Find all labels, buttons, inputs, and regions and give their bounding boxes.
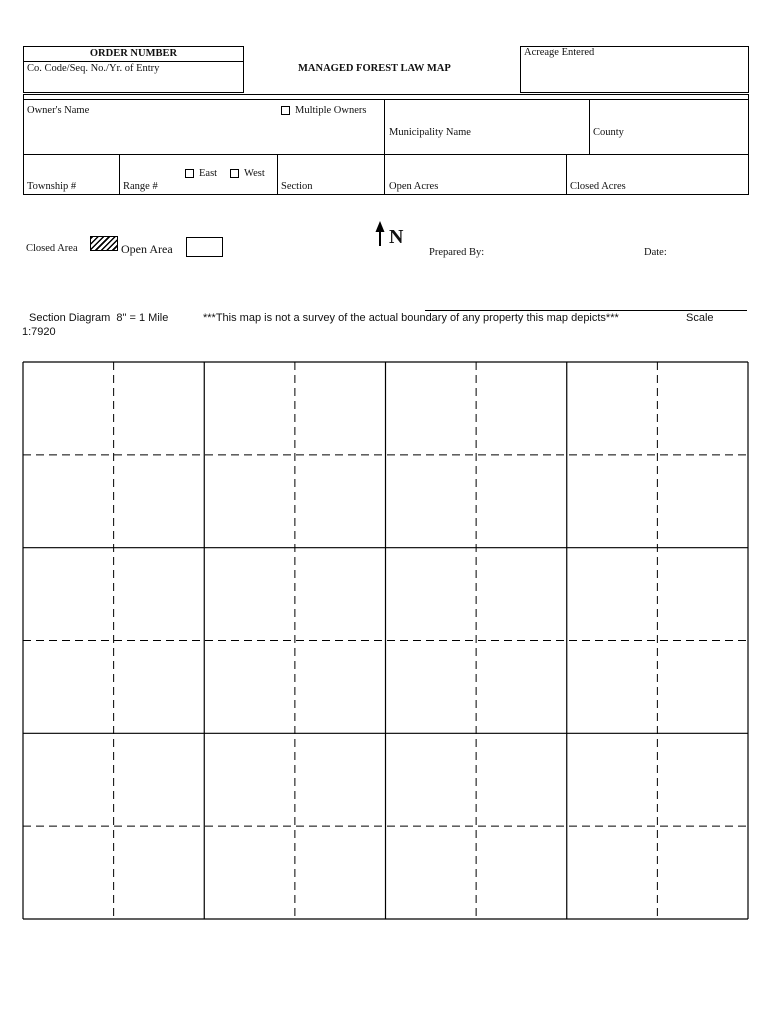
municipality-field[interactable] <box>385 100 588 125</box>
range-label: Range # <box>123 181 158 192</box>
open-area-swatch <box>186 237 223 257</box>
form-title: MANAGED FOREST LAW MAP <box>298 63 451 74</box>
west-checkbox[interactable] <box>230 169 239 178</box>
prepared-by-label: Prepared By: <box>429 247 485 258</box>
disclaimer-text: ***This map is not a survey of the actual boundary of any property this map depicts*** <box>203 312 619 324</box>
closed-acres-field[interactable] <box>567 156 748 180</box>
owner-name-field[interactable] <box>24 120 274 152</box>
scale-label: Scale <box>686 312 714 324</box>
order-number-label: ORDER NUMBER <box>89 48 178 59</box>
code-entry-field[interactable] <box>24 76 243 92</box>
section-field[interactable] <box>278 156 383 180</box>
open-area-label: Open Area <box>121 242 173 256</box>
closed-area-swatch <box>90 236 118 251</box>
open-acres-field[interactable] <box>385 156 565 180</box>
township-label: Township # <box>27 181 77 192</box>
multiple-owners-label: Multiple Owners <box>295 105 367 116</box>
closed-area-label: Closed Area <box>26 243 78 254</box>
section-label: Section <box>281 181 313 192</box>
table-mid-divider <box>23 154 749 155</box>
north-arrow-icon <box>373 221 387 247</box>
closed-acres-label: Closed Acres <box>570 181 626 192</box>
acreage-entered-label: Acreage Entered <box>524 47 595 58</box>
range-field[interactable] <box>120 156 180 180</box>
open-acres-label: Open Acres <box>389 181 439 192</box>
municipality-label: Municipality Name <box>389 127 471 138</box>
township-field[interactable] <box>24 156 118 180</box>
date-label: Date: <box>644 247 667 258</box>
west-label: West <box>244 168 265 179</box>
order-number-divider <box>23 61 244 62</box>
scale-value: 1:7920 <box>22 326 56 338</box>
section-diagram-text: Section Diagram 8" = 1 Mile <box>29 312 169 324</box>
multiple-owners-checkbox[interactable] <box>281 106 290 115</box>
county-label: County <box>593 127 624 138</box>
east-checkbox[interactable] <box>185 169 194 178</box>
section-grid[interactable] <box>22 361 749 920</box>
county-field[interactable] <box>590 100 748 125</box>
signature-line[interactable] <box>425 310 747 311</box>
code-entry-label: Co. Code/Seq. No./Yr. of Entry <box>27 63 160 74</box>
owner-name-label: Owner's Name <box>27 105 90 116</box>
north-label: N <box>389 226 404 248</box>
east-label: East <box>199 168 218 179</box>
